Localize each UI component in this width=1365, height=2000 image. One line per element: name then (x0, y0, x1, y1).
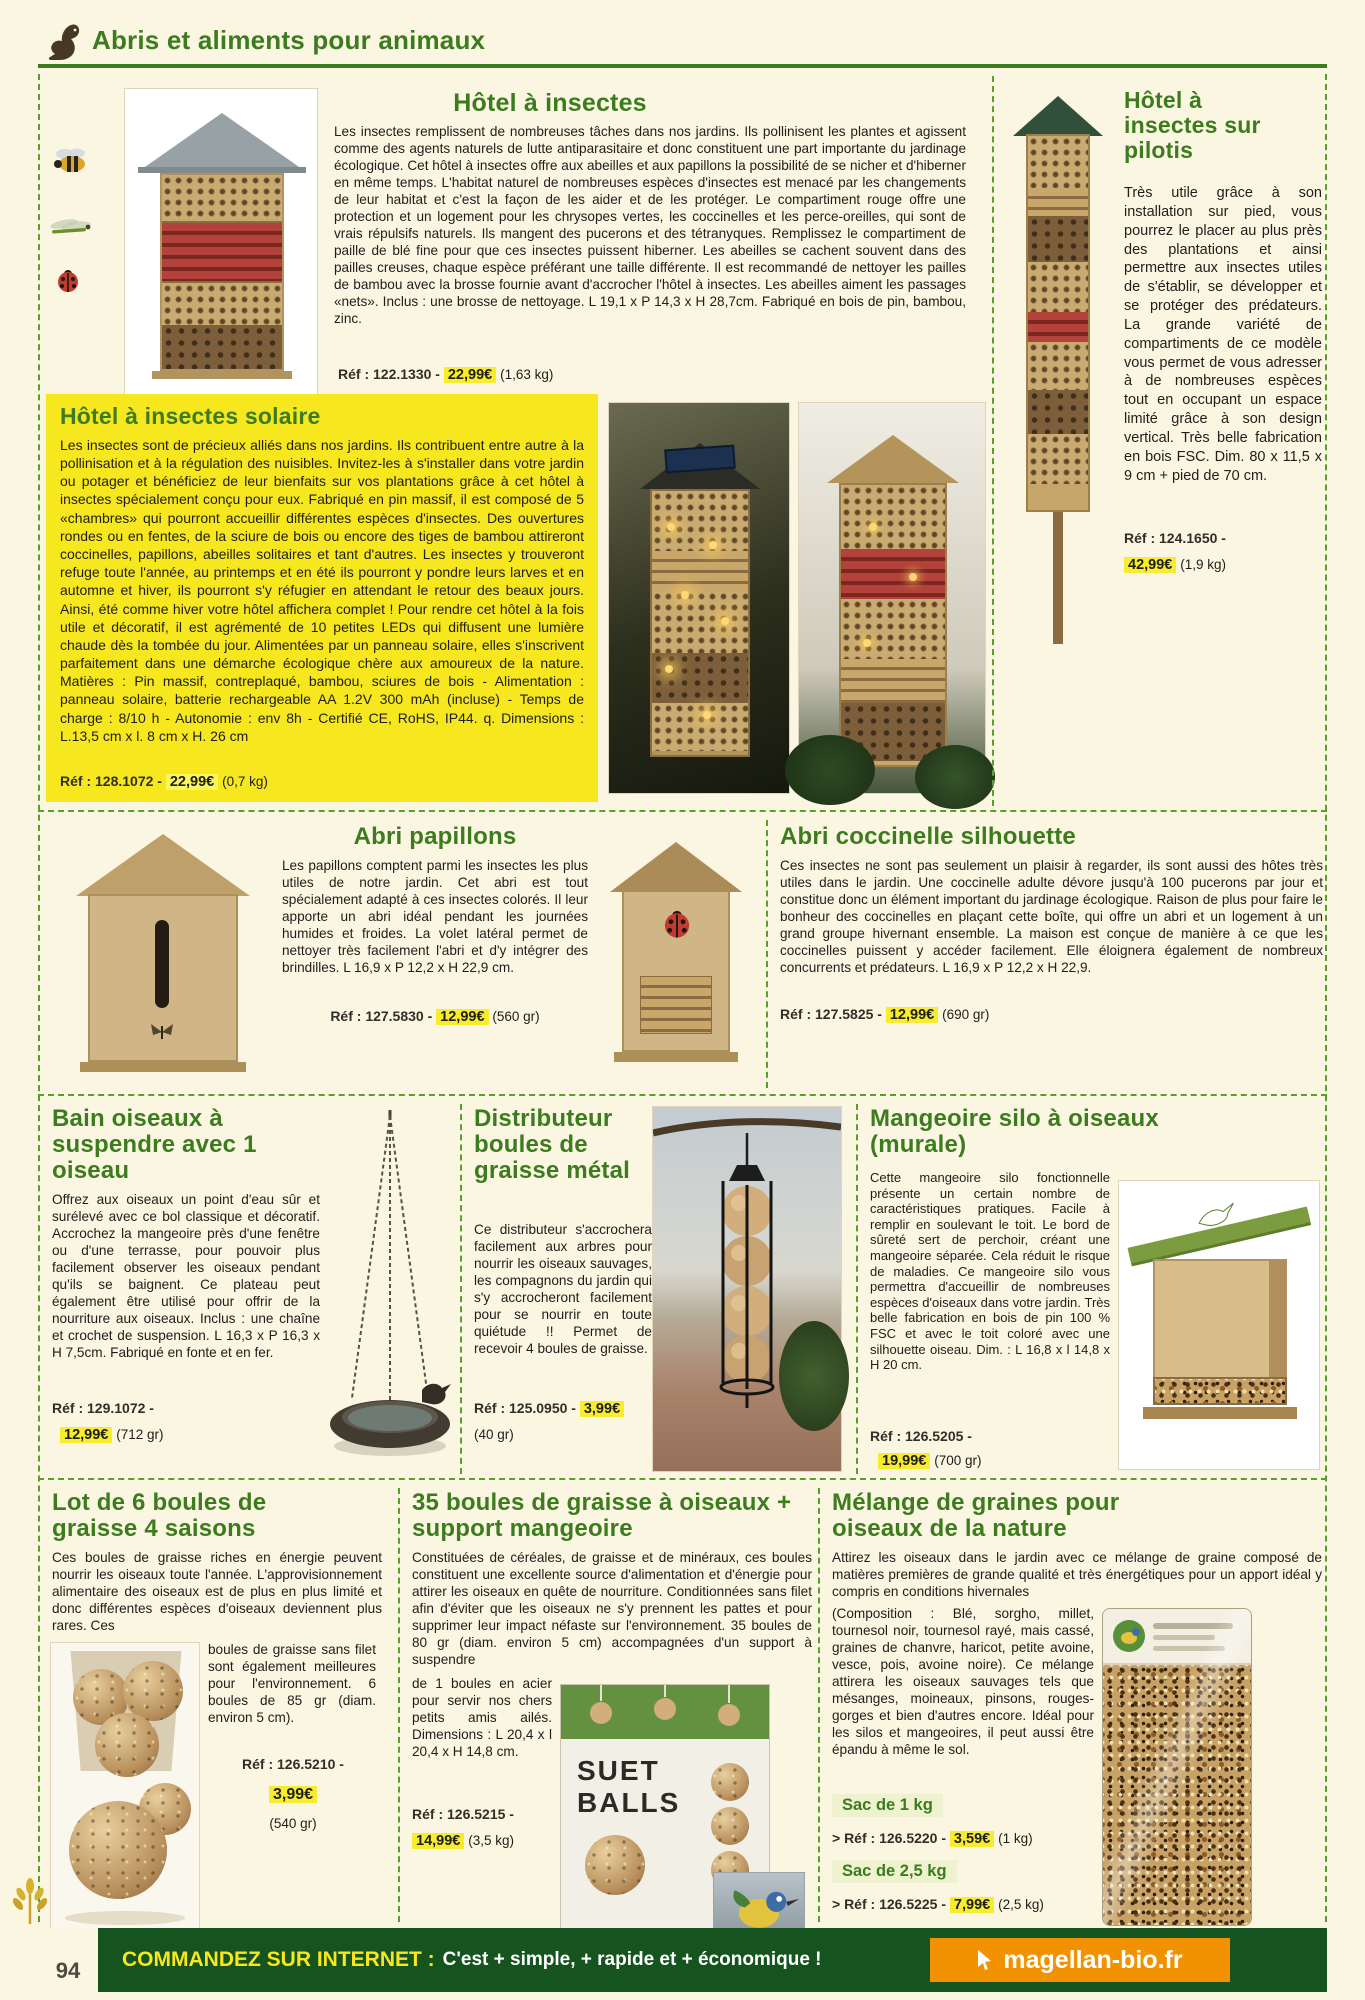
ref-code: Réf : 127.5825 - (780, 1006, 882, 1022)
bain-oiseaux-title: Bain oiseaux à suspendre avec 1 oiseau (52, 1105, 257, 1184)
abri-papillons-description: Les papillons comptent parmi les insectes les plus utiles de notre jardin. Cet abri est tout spécialement adapté à ces insectes colorés. Il leur apporte un abri idéal pendant les journées humides et froides. La volet latéral permet de nettoyer très facilement l'abri et d'y intégrer des brindilles. L 16,9 x P 12,2 x H 22,9 cm. (282, 858, 588, 975)
hotel-pilotis-ref (1124, 530, 1226, 546)
distributeur-ref (474, 1400, 624, 1417)
foliage (785, 735, 875, 805)
hotel-solaire-title: Hôtel à insectes solaire (60, 403, 321, 429)
ref-code: Réf : 126.5215 - (412, 1806, 514, 1822)
price-tag: 22,99€ (444, 367, 496, 383)
louvre-slats (640, 976, 712, 1034)
b35-title: 35 boules de graisse à oiseaux + support mangeoire (412, 1489, 792, 1542)
cursor-icon (977, 1950, 993, 1970)
divider-row4a (398, 1488, 400, 1922)
price-tag: 19,99€ (878, 1453, 930, 1469)
distributeur-title: Distributeur boules de graisse métal (474, 1105, 631, 1184)
ref-code: > Réf : 126.5220 - (832, 1830, 947, 1846)
hotel-insectes-photo (124, 88, 318, 400)
entry-slot (155, 920, 169, 1008)
lot6-price-line (218, 1786, 368, 1804)
price-tag: 3,59€ (950, 1831, 994, 1847)
weight: (3,5 kg) (468, 1833, 515, 1848)
seed-tray (1153, 1377, 1287, 1405)
stand-pole (1053, 512, 1063, 644)
ladybug-icon (54, 266, 82, 294)
hotel-pilotis-price-line (1124, 556, 1226, 573)
product-image-melange (1102, 1608, 1252, 1926)
solar-panel (664, 445, 736, 474)
lot6-description-part2: boules de graisse sans filet sont également meilleures pour l'environnement. 6 boules de 85 gr (diam. environ 5 cm). (208, 1642, 376, 1725)
foliage (915, 745, 995, 809)
melange-description-part2: (Composition : Blé, sorgho, millet, tournesol noir, tournesol rayé, mais cassé, graines de chanvre, haricot, petite avoine, vesce, pois, avoine noire). Ce mélange attirera les oiseaux sauvages tels que mésanges, moineaux, pinsons, rouges-gorges et bien d'autres encore. Idéal pour les silos et mangeoires, il peut aussi être épandu à même le sol. (832, 1606, 1094, 1757)
wheat-icon (6, 1876, 54, 1926)
lacewing-icon (46, 216, 94, 240)
ref-code: Réf : 126.5205 - (870, 1428, 972, 1444)
product-image-mangeoire (1118, 1180, 1320, 1470)
product-image-abri-coccinelle (600, 834, 752, 1080)
price-tag: 12,99€ (886, 1007, 938, 1023)
distributeur-weight-line (474, 1426, 514, 1442)
sac-2-5kg-label: Sac de 2,5 kg (832, 1860, 957, 1883)
weight: (1,9 kg) (1180, 557, 1227, 572)
weight: (700 gr) (934, 1453, 982, 1468)
b35-description-part2: de 1 boules en acier pour servir nos chers petits amis ailés. Dimensions : L 20,4 x l 20,4 x H 14,8 cm. (412, 1676, 552, 1759)
plastic-sheen (1103, 1609, 1251, 1925)
mangeoire-ref (870, 1428, 972, 1444)
hotel-solaire-ref (60, 773, 268, 790)
weight: (1,63 kg) (500, 367, 554, 382)
separator-row3 (38, 1478, 1327, 1480)
separator-row1 (38, 810, 1327, 812)
product-image-abri-papillons (58, 828, 268, 1080)
page-title: Abris et aliments pour animaux (92, 25, 486, 55)
price-tag: 22,99€ (166, 774, 218, 790)
header-rule (38, 64, 1327, 68)
weight: (560 gr) (492, 1009, 540, 1024)
price-tag: 12,99€ (60, 1427, 112, 1443)
shadow (65, 1911, 185, 1925)
hotel-insectes-description: Les insectes remplissent de nombreuses tâches dans nos jardins. Ils pollinisent les plantes et agissent comme des agents naturels de lutte antiparasitaire et donc constituent une part importante du jardinage écologique. Cet hôtel à insectes offre aux abeilles et aux papillons la possibilité de se nicher et d'hiberner en même temps. L'habitat naturel de nombreuses espèces d'insectes est menacé par les changements de leur habitat et c'est la façon de les aider et de les protéger. Le compartiment rouge offre une protection et un logement pour les chrysopes vertes, les coccinelles et les perce-oreilles, qui sont de vrais répulsifs naturels. Ils mangent des pucerons et des tétranyques. Remplissez le compartiment de paille de blé fine pour que ces insectes puissent hiberner. Les abeilles se cachent souvent dans des pailles creuses, chaque espèce préférant une taille différente. Il est recommandé de nettoyer les pailles de bambou avec la brosse fournie avant d'accrocher l'hôtel à insectes. Les abeilles aiment les passages «nets». Inclus : une brosse de nettoyage. L 19,1 x P 14,3 x H 28,7cm. Fabriqué en bois de pin, bambou, zinc. (334, 124, 966, 326)
sac-2-5kg-ref (832, 1896, 1044, 1913)
abri-coccinelle-title: Abri coccinelle silhouette (780, 823, 1076, 850)
product-image-distributeur (652, 1106, 842, 1472)
product-image-bain-oiseaux (326, 1106, 454, 1474)
sac-1kg-label: Sac de 1 kg (832, 1794, 943, 1817)
lot6-weight: (540 gr) (269, 1816, 317, 1831)
ref-code: Réf : 126.5210 - (242, 1756, 344, 1772)
mangeoire-price-line (878, 1452, 982, 1469)
hanging-balls-illustration (561, 1685, 769, 1739)
squirrel-icon (46, 22, 82, 60)
ref-code: Réf : 122.1330 - (338, 366, 440, 382)
footer-bar (38, 1928, 1327, 1992)
abri-papillons-ref (282, 1008, 588, 1025)
bain-oiseaux-description: Offrez aux oiseaux un point d'eau sûr et surélevé avec ce bol classique et décoratif. Accrochez la mangeoire près d'une fenêtre ou d'une terrasse, pour pouvoir plus facilement observer les oiseaux pendant qu'ils se baignent. Ce plateau peut également être utilisé pour offrir de la nourriture aux oiseaux. Inclus : une chaîne et crochet de suspension. L 16,3 x P 16,3 x H 7,5cm. Fabriqué en fonte et en fer. (52, 1192, 320, 1360)
mangeoire-description: Cette mangeoire silo fonctionnelle présente un certain nombre de caractéristiques pratiques. Facile à remplir en soulevant le toit. Le bord de sûreté sert de perchoir, créant une mangeoire séparée. Cela réduit le risque de maladies. Ce mangeoire silo vous permettra d'accueillir de nombreuses espèces d'oiseaux dans votre jardin. Très belle fabrication en bois de pin 100 % FSC et avec le toit coloré avec une silhouette oiseau. Dim. : L 16,8 x l 14,8 x H 20 cm. (870, 1170, 1110, 1373)
fatball-feeder (653, 1107, 841, 1471)
product-image-hotel-solaire-day (798, 402, 986, 794)
price-tag: 3,99€ (269, 1786, 317, 1803)
weight: (2,5 kg) (998, 1897, 1044, 1912)
abri-papillons-title: Abri papillons (353, 823, 517, 850)
ref-code: > Réf : 126.5225 - (832, 1896, 947, 1912)
hotel-insectes-ref (338, 366, 553, 383)
price-tag: 3,99€ (580, 1401, 624, 1417)
bain-oiseaux-ref (52, 1400, 154, 1416)
melange-description-part1: Attirez les oiseaux dans le jardin avec ce mélange de graine composé de matières premières de grande qualité et très énergétiques pour un apport idéal y compris en conditions hivernales (832, 1550, 1322, 1599)
melange-title: Mélange de graines pour oiseaux de la nature (832, 1489, 1120, 1542)
price-tag: 14,99€ (412, 1833, 464, 1849)
ref-code: Réf : 127.5830 - (330, 1008, 433, 1024)
divider-pilotis (992, 76, 994, 806)
weight: (40 gr) (474, 1427, 514, 1442)
lot6-title: Lot de 6 boules de graisse 4 saisons (52, 1489, 267, 1542)
separator-row2 (38, 1094, 1327, 1096)
hotel-insectes-title: Hôtel à insectes (453, 89, 647, 117)
box-text-line2: BALLS (577, 1787, 681, 1819)
hotel-pilotis-title: Hôtel à insectes sur pilotis (1124, 87, 1261, 163)
weight: (0,7 kg) (222, 774, 268, 789)
hotel-solaire-box (46, 394, 598, 802)
ref-code: Réf : 129.1072 - (52, 1400, 154, 1416)
page-border-left (38, 74, 40, 1922)
page-border-right (1325, 74, 1327, 1922)
abri-coccinelle-ref (780, 1006, 989, 1023)
hotel-solaire-description: Les insectes sont de précieux alliés dans nos jardins. Ils contribuent entre autre à la pollinisation et à la régulation des nuisibles. Invitez-les à s'installer dans votre jardin ou potager et bénéficiez de leur bienfaits sur vos plantations grâce à cet hôtel à insectes spécialement conçu pour eux. Fabriqué en pin massif, il est composé de 5 «chambres» qui pourront accueillir différentes espèces d'insectes. Des ouvertures rondes ou en fentes, de la sciure de bois ou encore des tiges de bambou attireront coccinelles, papillons, abeilles solitaires et tant d'autres. Les insectes y trouveront refuge toute l'année, au printemps et en été ils pourront y pondre leurs larves et en automne et hiver, ils pourront s'y réfugier en attendant le retour des beaux jours. Ainsi, été comme hiver votre hôtel affichera complet ! Pour rendre cet hôtel à la fois utile et décoratif, il est agrémenté de 10 petites LEDs qui diffusent une lumière chaude dès la tombée du jour. Alimentées par un panneau solaire, elles s'inscrivent parfaitement dans une démarche écologique chère aux amoureux de la nature. Matières : Pin massif, contreplaqué, bambou, sciures de bois - Alimentation : panneau solaire, batterie rechargeable AA 1.2V 300 mAh (incluse) - Temps de charge : 8/10 h - Autonomie : env 8h - Certifié CE, RoHS, IP44. q. Dimensions : L.13,5 cm x l. 8 cm x H. 26 cm (60, 436, 584, 744)
abri-coccinelle-description: Ces insectes ne sont pas seulement un plaisir à regarder, ils sont aussi des hôtes très utiles dans le jardin. Une coccinelle adulte dévore jusqu'à 100 pucerons par jour et constitue donc un élément important du jardinage écologique. Raison de plus pour faire le bonheur des coccinelles en plaçant cette boîte, qui offre un abri et un logement à un grand groupe hivernant ensemble. La maison est conçue de manière à ce que les coccinelles puissent y accéder facilement. Elle éloignera également de nombreux concurrents et prédateurs. L 16,9 x P 12,2 x H 22,9. (780, 858, 1323, 975)
weight: (1 kg) (998, 1831, 1033, 1846)
website-text: magellan-bio.fr (1003, 1945, 1183, 1974)
divider-row2 (766, 820, 768, 1088)
bain-oiseaux-price-line (60, 1426, 164, 1443)
hotel-pilotis-description: Très utile grâce à son installation sur pied, vous pourrez le placer au plus près des plantations et ainsi permettre aux insectes utiles de s'établir, se développer et se protéger des prédateurs. La grande variété de compartiments de ce modèle vous permet de vous adresser à de nombreuses espèces tout en occupant un espace limité grâce à son design vertical. Très belle fabrication en bois FSC. Dim. 80 x 11,5 x 9 cm + pied de 70 cm. (1124, 185, 1322, 484)
box-text-line1: SUET (577, 1755, 660, 1786)
website-link[interactable] (930, 1938, 1230, 1982)
footer-cta-rest: C'est + simple, + rapide et + économique ! (442, 1949, 822, 1970)
product-image-lot6 (50, 1642, 200, 1947)
lot6-description-part1: Ces boules de graisse riches en énergie peuvent nourrir les oiseaux toute l'année. L'approvisionnement alimentaire des oiseaux est de plus en plus limité et donc différentes espèces d'oiseaux deviennent plus rares. Ces (52, 1550, 382, 1633)
b35-ref (412, 1806, 514, 1822)
lot6-ref (218, 1756, 368, 1772)
product-image-hotel-pilotis (1002, 90, 1114, 650)
sac-1kg-ref (832, 1830, 1033, 1847)
divider-row4b (818, 1488, 820, 1922)
ladybug-logo (660, 906, 694, 940)
page-number: 94 (38, 1928, 98, 1992)
mangeoire-title: Mangeoire silo à oiseaux (murale) (870, 1105, 1159, 1158)
ref-code: Réf : 124.1650 - (1124, 530, 1226, 546)
divider-row3a (460, 1104, 462, 1474)
footer-cta-strong: COMMANDEZ SUR INTERNET : (122, 1948, 435, 1971)
product-image-hotel-solaire-night (608, 402, 790, 794)
bee-icon (50, 146, 90, 176)
footer-cta (122, 1928, 822, 1992)
price-tag: 12,99€ (436, 1009, 488, 1025)
price-tag: 7,99€ (950, 1897, 994, 1913)
distributeur-description: Ce distributeur s'accrochera facilement aux arbres pour nourrir les oiseaux sauvages, les compagnons du jardin qui s'y accrocheront facilement pour se nourrir en toute quiétude !! Permet de recevoir 4 boules de graisse. (474, 1222, 652, 1356)
product-image-hotel-insectes (46, 88, 318, 400)
ref-code: Réf : 125.0950 - (474, 1400, 576, 1416)
ref-code: Réf : 128.1072 - (60, 773, 162, 789)
weight: (690 gr) (942, 1007, 990, 1022)
box-green-band (561, 1685, 769, 1739)
weight: (712 gr) (116, 1427, 164, 1442)
product-image-b35 (560, 1676, 805, 1946)
divider-row3b (856, 1104, 858, 1474)
butterfly-logo (148, 1022, 176, 1042)
b35-description-part1: Constituées de céréales, de graisse et de minéraux, ces boules constituent une excellente source d'alimentation et d'énergie pour attirer les oiseaux en quête de nourriture. Conditionnées sans filet afin d'éviter que les oiseaux ne s'y prennent les pattes et pour supprimer leur impact néfaste sur l'environnement. 35 boules de 80 gr (diam. environ 5 cm) accompagnées d'un support à suspendre (412, 1550, 812, 1667)
b35-price-line (412, 1832, 514, 1849)
price-tag: 42,99€ (1124, 557, 1176, 573)
